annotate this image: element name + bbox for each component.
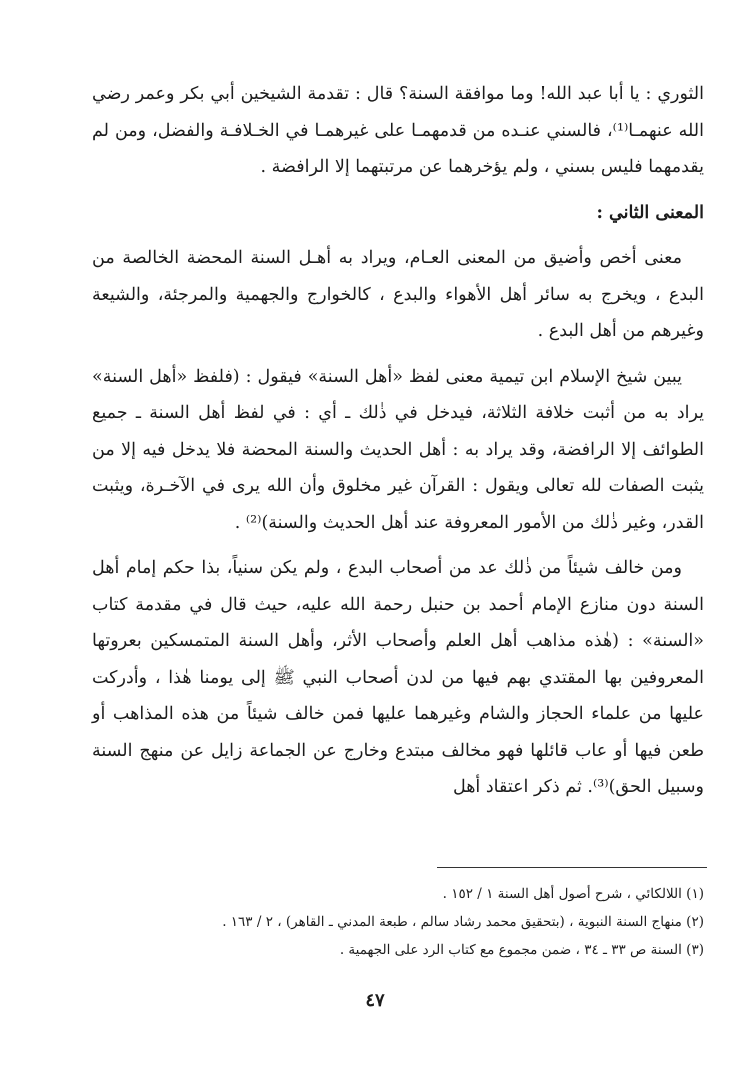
paragraph-3: يبين شيخ الإسلام ابن تيمية معنى لفظ «أهل السنة» فيقول : (فلفظ «أهل السنة» يراد به من أثبت خلافة الثلاثة، فيدخل في ذٰلك ـ أي : في لفظ أهل السنة ـ جميع الطوائف إلا الرافضة، وقد يراد به : أهل الحديث والسنة المحضة فلا يدخل فيه إلا من يثبت الصفات لله تعالى ويقول : القرآن غير مخلوق وأن الله يرى في الآخـرة، ويثبت القدر، وغير ذٰلك من الأمور المعروفة عند أهل الحديث والسنة)⁽²⁾ . — [92, 366, 704, 533]
footnote-3: (٣) السنة ص ٣٣ ـ ٣٤ ، ضمن مجموع مع كتاب الرد على الجهمية . — [339, 942, 704, 958]
footnote-1: (١) اللالكائي ، شرح أصول أهل السنة ١ / ١٥٢ . — [442, 886, 704, 902]
paragraph-1: الثوري : يا أبا عبد الله! وما موافقة السنة؟ قال : تقدمة الشيخين أبي بكر وعمر رضي الله عنهمـا⁽¹⁾، فالسني عنـده من قدمهمـا على غيرهمـا في الخـلافـة والفضل، ومن لم يقدمهما فليس بسني ، ولم يؤخرهما عن مرتبتهما إلا الرافضة . — [92, 84, 704, 177]
footnote-separator — [437, 867, 707, 868]
paragraph-4: ومن خالف شيئاً من ذٰلك عد من أصحاب البدع ، ولم يكن سنياً، بذا حكم إمام أهل السنة دون منازع الإمام أحمد بن حنبل رحمة الله عليه، حيث قال في مقدمة كتاب «السنة» : (هٰذه مذاهب أهل العلم وأصحاب الأثر، وأهل السنة المتمسكين بعروتها المعروفين بها المقتدي بهم فيها من لدن أصحاب النبي ﷺ إلى يومنا هٰذا ، وأدركت عليها من علماء الحجاز والشام وغيرهما عليها فمن خالف شيئاً من هذه المذاهب أو طعن فيها أو عاب قائلها فهو مخالف مبتدع وخارج عن الجماعة زايل عن منهج السنة وسبيل الحق)⁽³⁾. ثم ذكر اعتقاد أهل — [92, 558, 704, 797]
footnote-2: (٢) منهاج السنة النبوية ، (بتحقيق محمد رشاد سالم ، طبعة المدني ـ القاهر) ، ٢ / ١٦٣ . — [222, 914, 704, 930]
paragraph-2: معنى أخص وأضيق من المعنى العـام، ويراد به أهـل السنة المحضة الخالصة من البدع ، ويخرج به سائر أهل الأهواء والبدع ، كالخوارج والجهمية والمرجئة، والشيعة وغيرهم من أهل البدع . — [92, 248, 704, 341]
footnotes — [92, 880, 704, 964]
main-text — [92, 76, 704, 806]
page-number: ٤٧ — [365, 990, 385, 1011]
section-heading: المعنى الثاني : — [596, 202, 704, 223]
